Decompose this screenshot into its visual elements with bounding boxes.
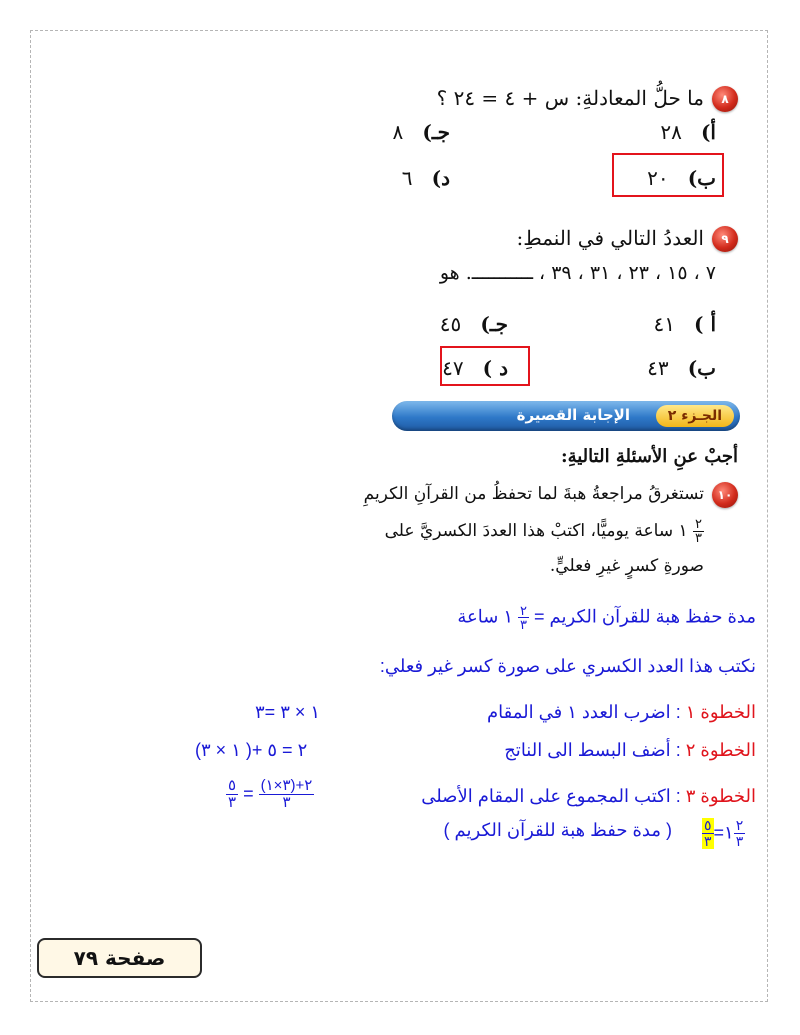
q9-option-a[interactable]: أ ) ٤١ xyxy=(653,312,716,336)
question-10-badge: ١٠ xyxy=(712,482,738,508)
question-10-line3: صورةِ كسرٍ غيرِ فعليٍّ. xyxy=(549,556,704,576)
question-10-line2: $\frac{٢}{٣}$ ١ ساعة يوميًّا، اكتبْ هذا العددَ الكسريَّ على xyxy=(384,517,702,546)
q9-correct-answer-box xyxy=(440,346,530,386)
question-9-pattern: ٧ ، ١٥ ، ٢٣ ، ٣١ ، ٣٩ ، ـــــــــــ. هو xyxy=(439,262,716,284)
instruction-text: أجبْ عنِ الأسئلةِ التاليةِ: xyxy=(560,446,738,467)
question-10-fraction: $\frac{٢}{٣}$ xyxy=(695,517,702,546)
q8-option-c[interactable]: جـ) ٨ xyxy=(392,120,450,144)
q8-option-d[interactable]: د) ٦ xyxy=(401,166,450,190)
answer-line-2: نكتب هذا العدد الكسري على صورة كسر غير فعلي: xyxy=(379,656,756,676)
section-banner xyxy=(392,401,740,431)
q9-option-d[interactable]: د ) ٤٧ xyxy=(442,356,508,380)
question-10-line1: تستغرقُ مراجعةُ هبةَ لما تحفظُ من القرآنِ الكريمِ xyxy=(363,484,704,504)
page-number: صفحة ٧٩ xyxy=(73,946,166,970)
q8-option-b[interactable]: ب) ٢٠ xyxy=(647,166,716,190)
question-8-badge: ٨ xyxy=(712,86,738,112)
q9-option-c[interactable]: جـ) ٤٥ xyxy=(439,312,508,336)
question-9-text: العددُ التالي في النمطِ: xyxy=(516,226,704,250)
q8-correct-answer-box xyxy=(612,153,724,197)
step-1-equation: ١ × ٣ =٣ xyxy=(255,702,321,722)
question-9-badge: ٩ xyxy=(712,226,738,252)
step-2-equation: (١ × ٣ )+ ٢ = ٥ xyxy=(195,740,308,760)
step-1: الخطوة ١ : اضرب العدد ١ في المقام xyxy=(486,702,756,722)
step-3-equation: $\frac{٥}{٣}$ = $\frac{٢+(٣\times ١)}{٣}$ xyxy=(228,777,313,811)
answer-line-1: مدة حفظ هبة للقرآن الكريم = $\frac{٢}{٣}$ ١ ساعة xyxy=(457,603,756,632)
final-note: ( مدة حفظ هبة للقرآن الكريم ) xyxy=(443,820,672,840)
section-title: الإجابة القصيرة xyxy=(516,406,630,424)
step-2: الخطوة ٢ : أضف البسط الى الناتج xyxy=(504,740,756,760)
page-number-box xyxy=(37,938,202,978)
step-3: الخطوة ٣ : اكتب المجموع على المقام الأصلى xyxy=(421,786,756,806)
q8-option-a[interactable]: أ) ٢٨ xyxy=(660,120,716,144)
question-8-text: ما حلُّ المعادلةِ: س + ٤ = ٢٤ ؟ xyxy=(436,86,704,110)
section-part-label: الجـزء ٢ xyxy=(656,405,734,427)
q9-option-b[interactable]: ب) ٤٣ xyxy=(647,356,716,380)
final-result: $\frac{٥}{٣}$ =١ $\frac{٢}{٣}$ xyxy=(704,817,744,849)
